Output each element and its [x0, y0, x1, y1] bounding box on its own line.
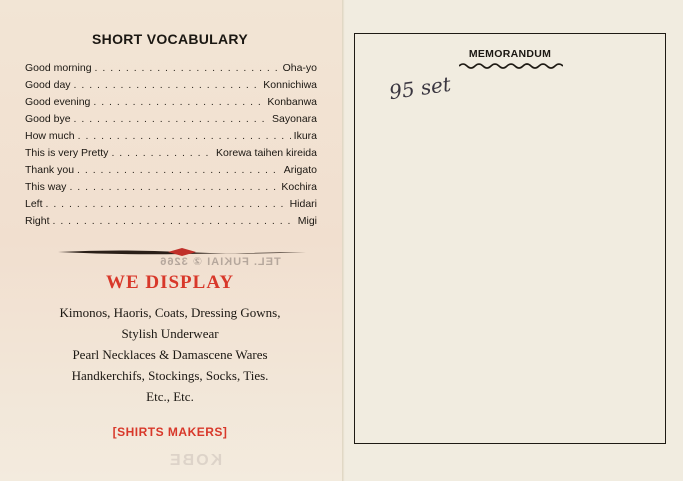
- english-phrase: Thank you: [25, 164, 75, 176]
- leader-dots: [78, 130, 291, 142]
- english-phrase: Right: [25, 215, 50, 227]
- japanese-phrase: Konbanwa: [267, 96, 317, 108]
- vocabulary-title: SHORT VOCABULARY: [92, 31, 248, 47]
- product-line: Handkerchifs, Stockings, Socks, Ties.: [71, 368, 269, 383]
- english-phrase: Good day: [25, 79, 71, 91]
- vocabulary-row: [25, 113, 317, 130]
- leader-dots: [69, 181, 278, 193]
- japanese-phrase: Oha-yo: [282, 62, 317, 74]
- english-phrase: Left: [25, 198, 43, 210]
- english-phrase: Good evening: [25, 96, 91, 108]
- product-line: Pearl Necklaces & Damascene Wares: [72, 347, 268, 362]
- vocabulary-row: [25, 79, 317, 96]
- leader-dots: [93, 96, 264, 108]
- japanese-phrase: Hidari: [289, 198, 317, 210]
- japanese-phrase: Migi: [297, 215, 317, 227]
- english-phrase: This is very Pretty: [25, 147, 109, 159]
- handwritten-note: 95 set: [387, 71, 453, 105]
- vocabulary-row: [25, 130, 317, 147]
- japanese-phrase: Korewa taihen kireida: [216, 147, 317, 159]
- vocabulary-row: [25, 147, 317, 164]
- memorandum-title: MEMORANDUM: [468, 48, 552, 60]
- vocabulary-row: [25, 164, 317, 181]
- english-phrase: This way: [25, 181, 67, 193]
- shirts-makers-label: [SHIRTS MAKERS]: [112, 425, 228, 439]
- japanese-phrase: Kochira: [281, 181, 317, 193]
- vocabulary-row: [25, 181, 317, 198]
- vocabulary-row: [25, 215, 317, 232]
- vocabulary-row: [25, 198, 317, 215]
- leader-dots: [53, 215, 295, 227]
- mirrored-stamp-bleed: TEL. FUKIAI ② 3266: [159, 256, 281, 268]
- english-phrase: How much: [25, 130, 75, 142]
- leader-dots: [111, 147, 213, 159]
- japanese-phrase: Sayonara: [272, 113, 317, 125]
- japanese-phrase: Konnichiwa: [263, 79, 317, 91]
- vocabulary-list: [25, 62, 317, 232]
- product-list: [0, 302, 340, 407]
- leader-dots: [46, 198, 287, 210]
- wavy-underline: [459, 62, 563, 70]
- japanese-phrase: Ikura: [293, 130, 317, 142]
- english-phrase: Good morning: [25, 62, 92, 74]
- vocabulary-row: [25, 96, 317, 113]
- english-phrase: Good bye: [25, 113, 71, 125]
- japanese-phrase: Arigato: [283, 164, 317, 176]
- product-line: Kimonos, Haoris, Coats, Dressing Gowns,: [59, 305, 281, 320]
- leader-dots: [95, 62, 280, 74]
- memorandum-box: [354, 33, 666, 444]
- vocabulary-row: [25, 62, 317, 79]
- product-line: Stylish Underwear: [121, 326, 219, 341]
- mirrored-print-bleed: KOBE: [167, 452, 223, 469]
- product-line: Etc., Etc.: [146, 389, 194, 404]
- we-display-heading: WE DISPLAY: [105, 272, 235, 293]
- leader-dots: [74, 79, 261, 91]
- leader-dots: [77, 164, 281, 176]
- leader-dots: [74, 113, 270, 125]
